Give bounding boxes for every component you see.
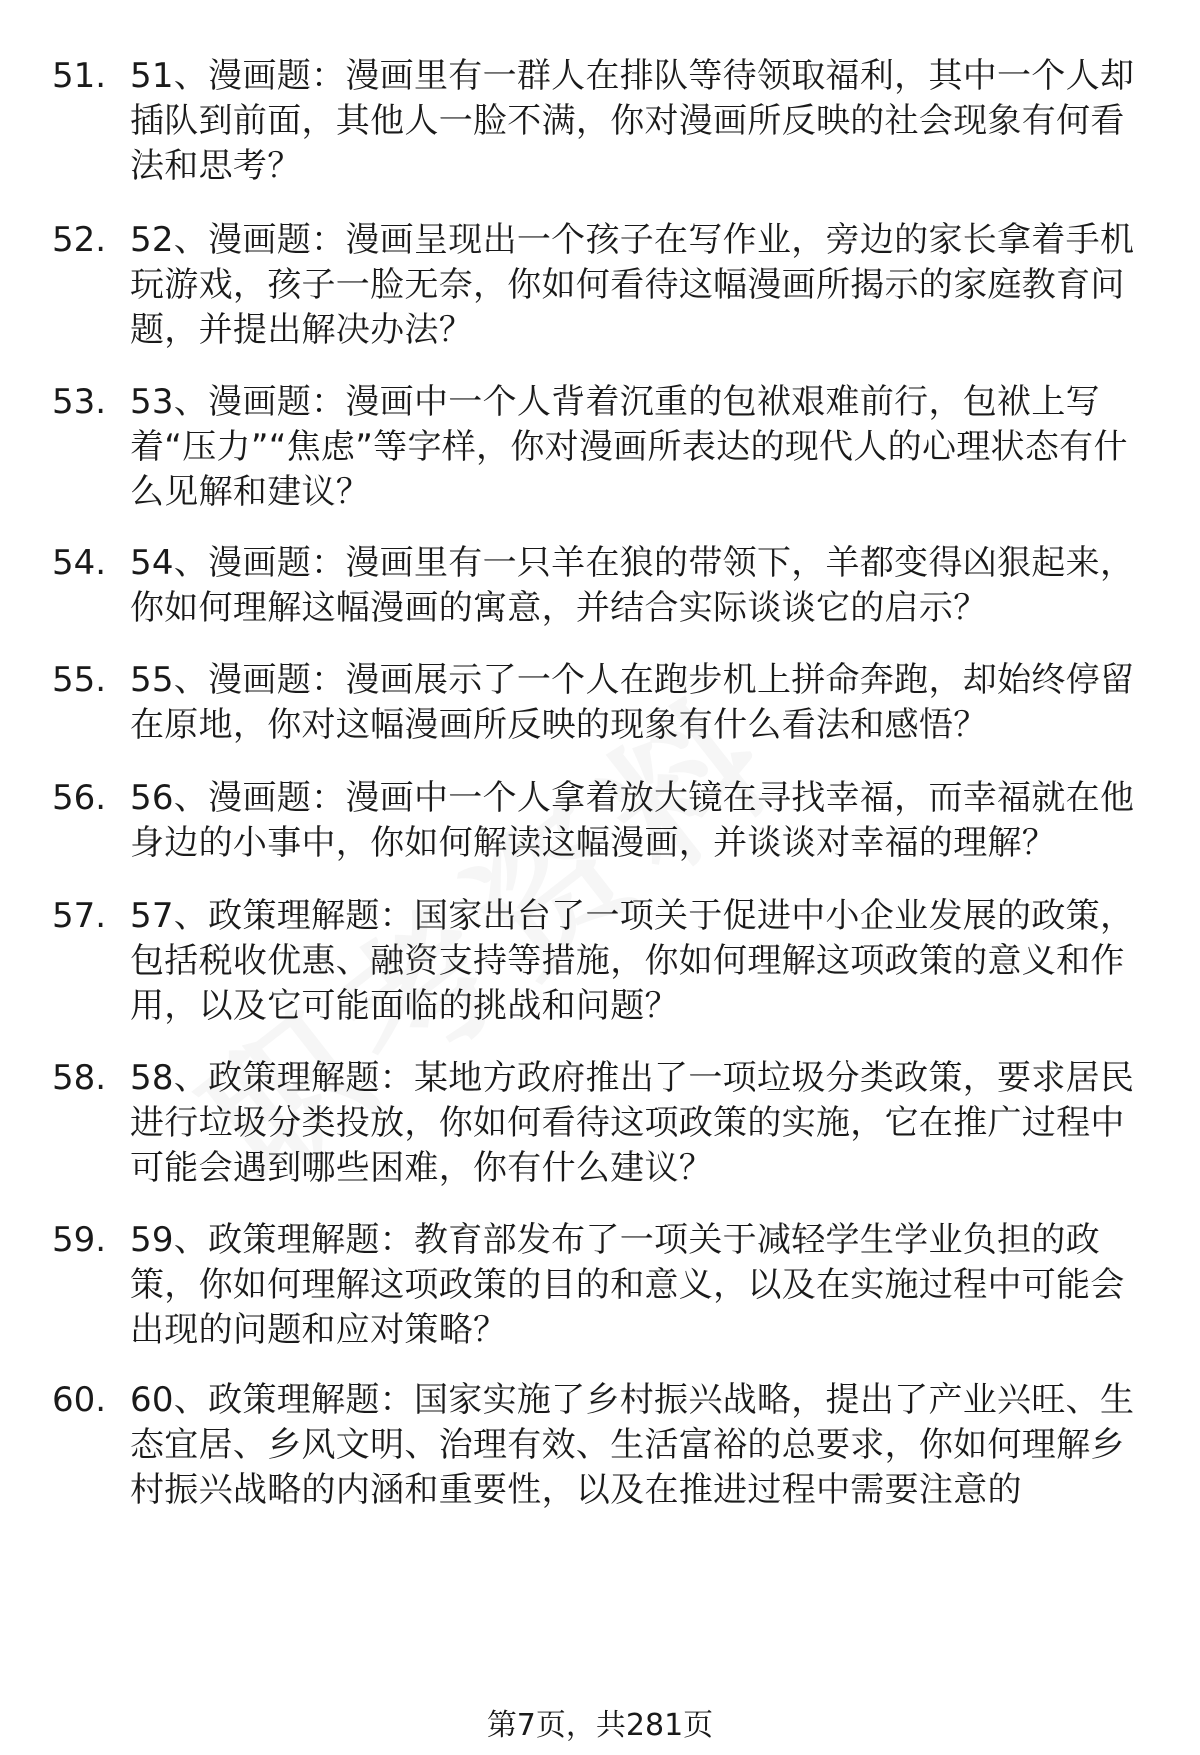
item-text: 55、漫画题：漫画展示了一个人在跑步机上拼命奔跑，却始终停留在原地，你对这幅漫画所反映的现象有什么看法和感悟？ bbox=[130, 660, 1135, 745]
item-text: 60、政策理解题：国家实施了乡村振兴战略，提出了产业兴旺、生态宜居、乡风文明、治理有效、生活富裕的总要求，你如何理解乡村振兴战略的内涵和重要性，以及在推进过程中需要注意的 bbox=[130, 1380, 1135, 1510]
item-text: 54、漫画题：漫画里有一只羊在狼的带领下，羊都变得凶狠起来，你如何理解这幅漫画的寓意，并结合实际谈谈它的启示？ bbox=[130, 543, 1135, 628]
item-number: 53. bbox=[52, 382, 107, 422]
item-text: 58、政策理解题：某地方政府推出了一项垃圾分类政策，要求居民进行垃圾分类投放，你如何看待这项政策的实施，它在推广过程中可能会遇到哪些困难，你有什么建议？ bbox=[130, 1058, 1135, 1188]
item-text: 56、漫画题：漫画中一个人拿着放大镜在寻找幸福，而幸福就在他身边的小事中，你如何解读这幅漫画，并谈谈对幸福的理解？ bbox=[130, 778, 1135, 863]
item-text: 53、漫画题：漫画中一个人背着沉重的包袱艰难前行，包袱上写着“压力”“焦虑”等字样，你对漫画所表达的现代人的心理状态有什么见解和建议？ bbox=[130, 382, 1128, 512]
item-text: 52、漫画题：漫画呈现出一个孩子在写作业，旁边的家长拿着手机玩游戏，孩子一脸无奈，你如何看待这幅漫画所揭示的家庭教育问题，并提出解决办法？ bbox=[130, 220, 1135, 350]
item-number: 57. bbox=[52, 896, 107, 936]
page-footer: 第7页，共281页 bbox=[486, 1708, 714, 1743]
item-number: 60. bbox=[52, 1380, 107, 1420]
item-text: 57、政策理解题：国家出台了一项关于促进中小企业发展的政策，包括税收优惠、融资支持等措施，你如何理解这项政策的意义和作用，以及它可能面临的挑战和问题？ bbox=[130, 896, 1135, 1026]
item-number: 58. bbox=[52, 1058, 107, 1098]
item-text: 59、政策理解题：教育部发布了一项关于减轻学生学业负担的政策，你如何理解这项政策的目的和意义，以及在实施过程中可能会出现的问题和应对策略？ bbox=[130, 1220, 1125, 1350]
item-number: 59. bbox=[52, 1220, 107, 1260]
item-number: 51. bbox=[52, 56, 107, 96]
item-text: 51、漫画题：漫画里有一群人在排队等待领取福利，其中一个人却插队到前面，其他人一脸不满，你对漫画所反映的社会现象有何看法和思考？ bbox=[130, 56, 1135, 186]
item-number: 52. bbox=[52, 220, 107, 260]
item-number: 55. bbox=[52, 660, 107, 700]
item-number: 56. bbox=[52, 778, 107, 818]
item-number: 54. bbox=[52, 543, 107, 583]
